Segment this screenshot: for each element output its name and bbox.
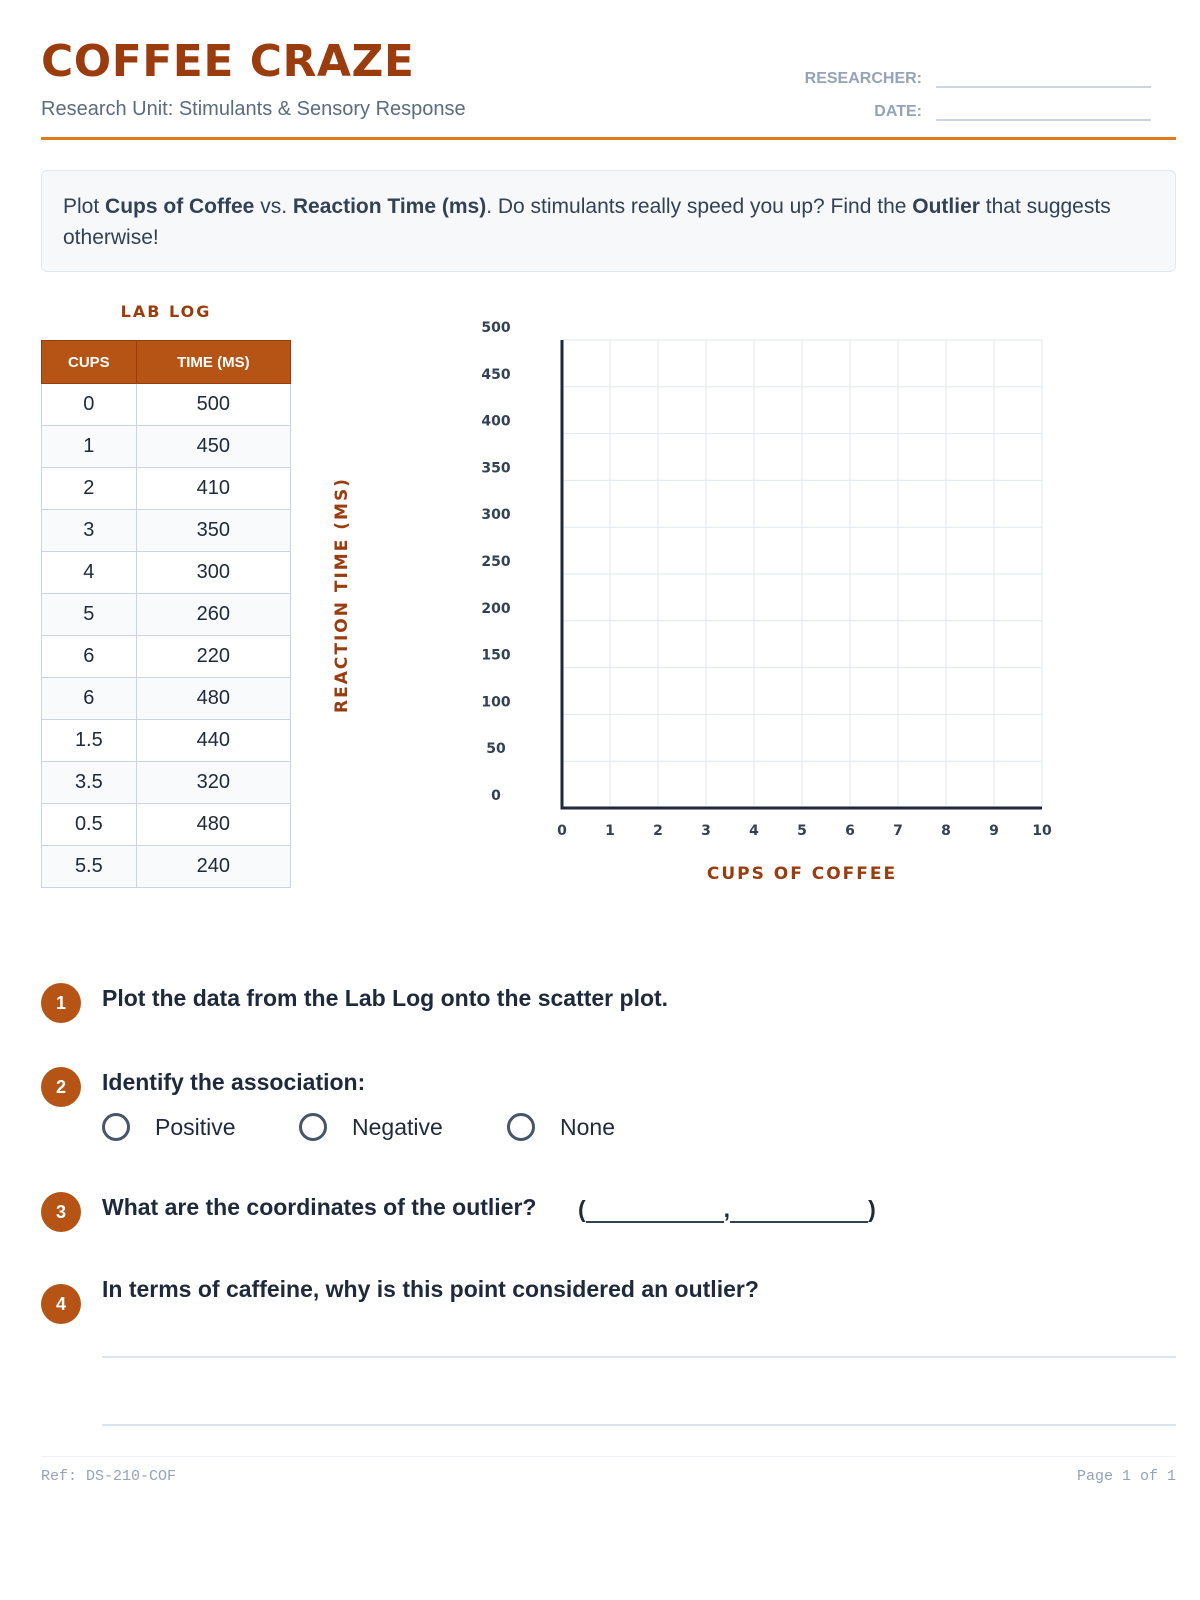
open-paren: ( bbox=[578, 1196, 586, 1222]
x-tick-label: 6 bbox=[845, 823, 855, 839]
y-tick-label: 50 bbox=[486, 741, 506, 758]
intro-text: Plot bbox=[63, 195, 106, 218]
cell-time: 240 bbox=[136, 846, 290, 888]
x-tick-label: 5 bbox=[797, 823, 807, 839]
y-tick-label: 200 bbox=[481, 600, 511, 617]
cell-cups: 5 bbox=[42, 594, 137, 636]
cell-cups: 0.5 bbox=[42, 804, 137, 846]
x-tick-label: 10 bbox=[1032, 823, 1052, 839]
x-tick-label: 4 bbox=[749, 823, 759, 839]
radio-circle-icon[interactable] bbox=[102, 1113, 130, 1141]
x-tick-label: 0 bbox=[557, 823, 567, 839]
cell-cups: 3 bbox=[42, 510, 137, 552]
cell-cups: 1 bbox=[42, 426, 137, 468]
question-4-text: In terms of caffeine, why is this point considered an outlier? bbox=[102, 1276, 759, 1302]
cell-time: 480 bbox=[136, 678, 290, 720]
table-row bbox=[42, 762, 291, 804]
footer-page: Page 1 of 1 bbox=[1076, 1468, 1176, 1485]
cell-time: 480 bbox=[136, 804, 290, 846]
table-row bbox=[42, 636, 291, 678]
table-row bbox=[42, 510, 291, 552]
cell-cups: 6 bbox=[42, 636, 137, 678]
option-label: Positive bbox=[155, 1113, 236, 1140]
y-tick-label: 400 bbox=[481, 413, 511, 430]
option-none[interactable] bbox=[507, 1113, 615, 1141]
worksheet-title: COFFEE CRAZE bbox=[41, 36, 415, 87]
intro-text: vs. bbox=[254, 195, 293, 218]
column-header-cups: CUPS bbox=[42, 341, 137, 384]
footer-divider bbox=[41, 1456, 1176, 1457]
x-axis-label: CUPS OF COFFEE bbox=[706, 864, 898, 884]
cell-time: 300 bbox=[136, 552, 290, 594]
cell-cups: 0 bbox=[42, 384, 137, 426]
date-field bbox=[772, 99, 1151, 121]
cell-time: 450 bbox=[136, 426, 290, 468]
y-tick-label: 0 bbox=[491, 788, 501, 804]
cell-cups: 5.5 bbox=[42, 846, 137, 888]
close-paren: ) bbox=[868, 1196, 876, 1222]
cell-cups: 3.5 bbox=[42, 762, 137, 804]
cell-time: 500 bbox=[136, 384, 290, 426]
table-row bbox=[42, 594, 291, 636]
outlier-coordinates-blank bbox=[578, 1196, 876, 1223]
table-row bbox=[42, 720, 291, 762]
x-tick-label: 7 bbox=[893, 823, 903, 839]
column-header-time: TIME (MS) bbox=[136, 341, 290, 384]
date-label: DATE: bbox=[874, 103, 922, 120]
worksheet-subtitle: Research Unit: Stimulants & Sensory Response bbox=[41, 98, 466, 120]
table-row bbox=[42, 846, 291, 888]
cell-cups: 2 bbox=[42, 468, 137, 510]
x-coordinate-blank[interactable] bbox=[586, 1199, 724, 1223]
researcher-blank[interactable] bbox=[936, 66, 1151, 88]
question-1-text: Plot the data from the Lab Log onto the scatter plot. bbox=[102, 985, 669, 1011]
option-negative[interactable] bbox=[299, 1113, 443, 1141]
y-tick-label: 450 bbox=[481, 366, 511, 383]
y-axis-label: REACTION TIME (MS) bbox=[332, 477, 352, 713]
y-coordinate-blank[interactable] bbox=[730, 1199, 868, 1223]
y-tick-label: 150 bbox=[481, 647, 511, 664]
option-label: None bbox=[560, 1113, 615, 1140]
radio-circle-icon[interactable] bbox=[299, 1113, 327, 1141]
intro-emphasis-reaction-time: Reaction Time (ms) bbox=[292, 195, 487, 218]
option-positive[interactable] bbox=[102, 1113, 236, 1141]
cell-time: 410 bbox=[136, 468, 290, 510]
footer-ref: Ref: DS-210-COF bbox=[41, 1468, 177, 1485]
question-3-badge: 3 bbox=[41, 1192, 81, 1232]
intro-emphasis-cups: Cups of Coffee bbox=[105, 195, 255, 218]
y-tick-label: 350 bbox=[481, 460, 511, 477]
y-tick-label: 300 bbox=[481, 507, 511, 524]
scatter-plot[interactable] bbox=[332, 320, 1060, 890]
question-3-text: What are the coordinates of the outlier? bbox=[102, 1194, 537, 1220]
table-row bbox=[42, 804, 291, 846]
table-row bbox=[42, 384, 291, 426]
question-2-text: Identify the association: bbox=[102, 1069, 366, 1095]
cell-time: 320 bbox=[136, 762, 290, 804]
x-tick-label: 3 bbox=[701, 823, 711, 839]
y-tick-label: 250 bbox=[481, 554, 511, 570]
cell-time: 220 bbox=[136, 636, 290, 678]
lab-log-title: LAB LOG bbox=[120, 302, 212, 321]
cell-cups: 6 bbox=[42, 678, 137, 720]
header-divider bbox=[41, 137, 1176, 140]
intro-text: that suggests otherwise! bbox=[63, 195, 1111, 249]
researcher-field bbox=[772, 66, 1151, 88]
comma: , bbox=[723, 1196, 731, 1222]
cell-time: 350 bbox=[136, 510, 290, 552]
cell-cups: 4 bbox=[42, 552, 137, 594]
table-row bbox=[42, 678, 291, 720]
cell-time: 440 bbox=[136, 720, 290, 762]
question-4-badge: 4 bbox=[41, 1284, 81, 1324]
researcher-label: RESEARCHER: bbox=[804, 70, 922, 87]
instructions-box bbox=[41, 170, 1176, 272]
x-tick-label: 8 bbox=[941, 823, 951, 839]
y-tick-label: 100 bbox=[481, 694, 511, 711]
question-2-badge: 2 bbox=[41, 1067, 81, 1107]
date-blank[interactable] bbox=[936, 99, 1151, 121]
x-tick-label: 1 bbox=[605, 823, 615, 839]
x-tick-label: 2 bbox=[653, 823, 663, 839]
y-tick-label: 500 bbox=[481, 320, 511, 336]
radio-circle-icon[interactable] bbox=[507, 1113, 535, 1141]
option-label: Negative bbox=[352, 1113, 443, 1140]
answer-line[interactable] bbox=[102, 1424, 1176, 1426]
table-row bbox=[42, 468, 291, 510]
question-1-badge: 1 bbox=[41, 983, 81, 1023]
table-header-row bbox=[42, 341, 291, 384]
table-row bbox=[42, 552, 291, 594]
cell-cups: 1.5 bbox=[42, 720, 137, 762]
lab-log-table bbox=[41, 340, 291, 888]
answer-line[interactable] bbox=[102, 1356, 1176, 1358]
table-row bbox=[42, 426, 291, 468]
intro-emphasis-outlier: Outlier bbox=[912, 195, 980, 218]
x-tick-label: 9 bbox=[989, 823, 999, 839]
cell-time: 260 bbox=[136, 594, 290, 636]
intro-text: . Do stimulants really speed you up? Find the bbox=[486, 195, 913, 218]
